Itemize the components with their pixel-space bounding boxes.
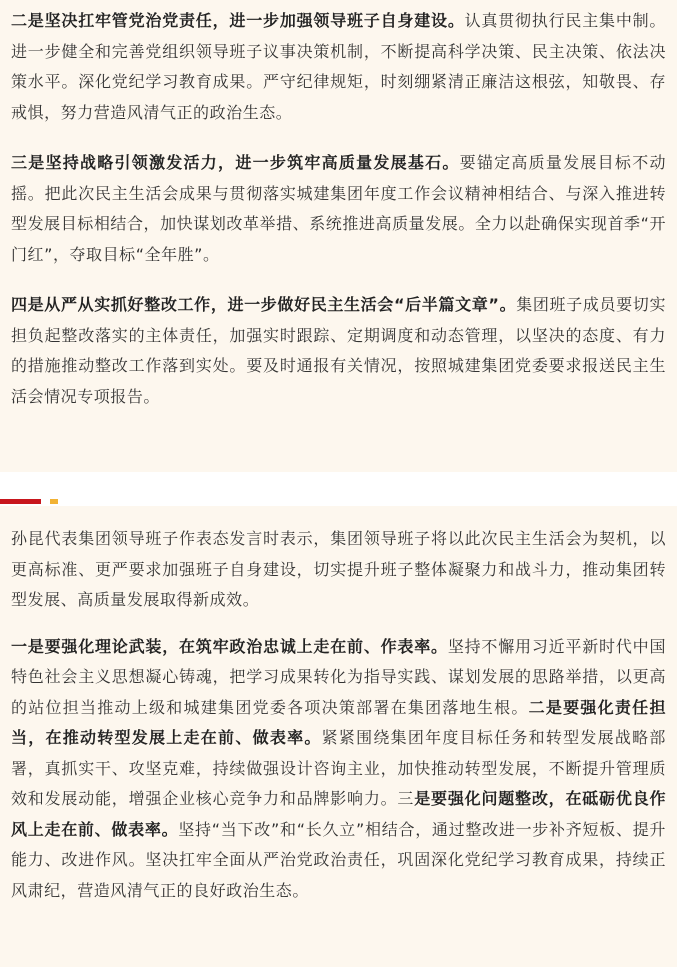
paragraph-point-two [11, 6, 666, 128]
paragraph-statement [11, 524, 666, 616]
article-section-bottom [0, 506, 677, 967]
paragraph-body: 坚持“当下改”和“长久立”相结合，通过整改进一步补齐短板、提升能力、改进作风。坚决扛牢全面从严治党政治责任，巩固深化党纪学习教育成果，持续正风肃纪，营造风清气正的良好政治生态。 [11, 819, 666, 900]
paragraph-body: 要锚定高质量发展目标不动摇。把此次民主生活会成果与贯彻落实城建集团年度工作会议精神相结合、与深入推进转型发展目标相结合，加快谋划改革举措、系统推进高质量发展。全力以赴确保实现首季“开门红”，夺取目标“全年胜”。 [11, 153, 666, 264]
paragraph-body: 孙昆代表集团领导班子作表态发言时表示，集团领导班子将以此次民主生活会为契机，以更高标准、更严要求加强班子自身建设，切实提升班子整体凝聚力和战斗力，推动集团转型发展、高质量发展取得新成效。 [11, 529, 666, 609]
section-divider [0, 472, 677, 506]
paragraph-heading: 是要强化问题整改，在砥砺优良作风上走在前、做表率。 [11, 789, 666, 839]
divider-red-bar [0, 499, 41, 504]
paragraph-heading: 三是坚持战略引领激发活力，进一步筑牢高质量发展基石。 [11, 153, 460, 172]
divider-yellow-bar [50, 499, 58, 504]
paragraph-body: 集团班子成员要切实担负起整改落实的主体责任，加强实时跟踪、定期调度和动态管理，以坚决的态度、有力的措施推动整改工作落到实处。要及时通报有关情况，按照城建集团党委要求报送民主生活会情况专项报告。 [11, 295, 666, 406]
paragraph-point-four [11, 290, 666, 412]
article-section-top [0, 0, 677, 472]
paragraph-heading: 二是要强化责任担当，在推动转型发展上走在前、做表率。 [11, 697, 666, 747]
paragraph-commitments [11, 632, 666, 907]
paragraph-heading: 一是要强化理论武装，在筑牢政治忠诚上走在前、作表率。 [11, 636, 448, 656]
paragraph-body: 紧紧围绕集团年度目标任务和转型发展战略部署，真抓实干、攻坚克难，持续做强设计咨询主业，加快推动转型发展，不断提升管理质效和发展动能，增强企业核心竞争力和品牌影响力。三 [11, 728, 666, 808]
paragraph-heading: 二是坚决扛牢管党治党责任，进一步加强领导班子自身建设。 [11, 11, 465, 30]
paragraph-body: 坚持不懈用习近平新时代中国特色社会主义思想凝心铸魂，把学习成果转化为指导实践、谋划发展的思路举措，以更高的站位担当推动上级和城建集团党委各项决策部署在集团落地生根。 [11, 636, 666, 717]
paragraph-heading: 四是从严从实抓好整改工作，进一步做好民主生活会“后半篇文章”。 [11, 295, 517, 314]
paragraph-body: 认真贯彻执行民主集中制。进一步健全和完善党组织领导班子议事决策机制，不断提高科学决策、民主决策、依法决策水平。深化党纪学习教育成果。严守纪律规矩，时刻绷紧清正廉洁这根弦，知敬畏、存戒惧，努力营造风清气正的政治生态。 [11, 11, 666, 122]
paragraph-point-three [11, 148, 666, 270]
